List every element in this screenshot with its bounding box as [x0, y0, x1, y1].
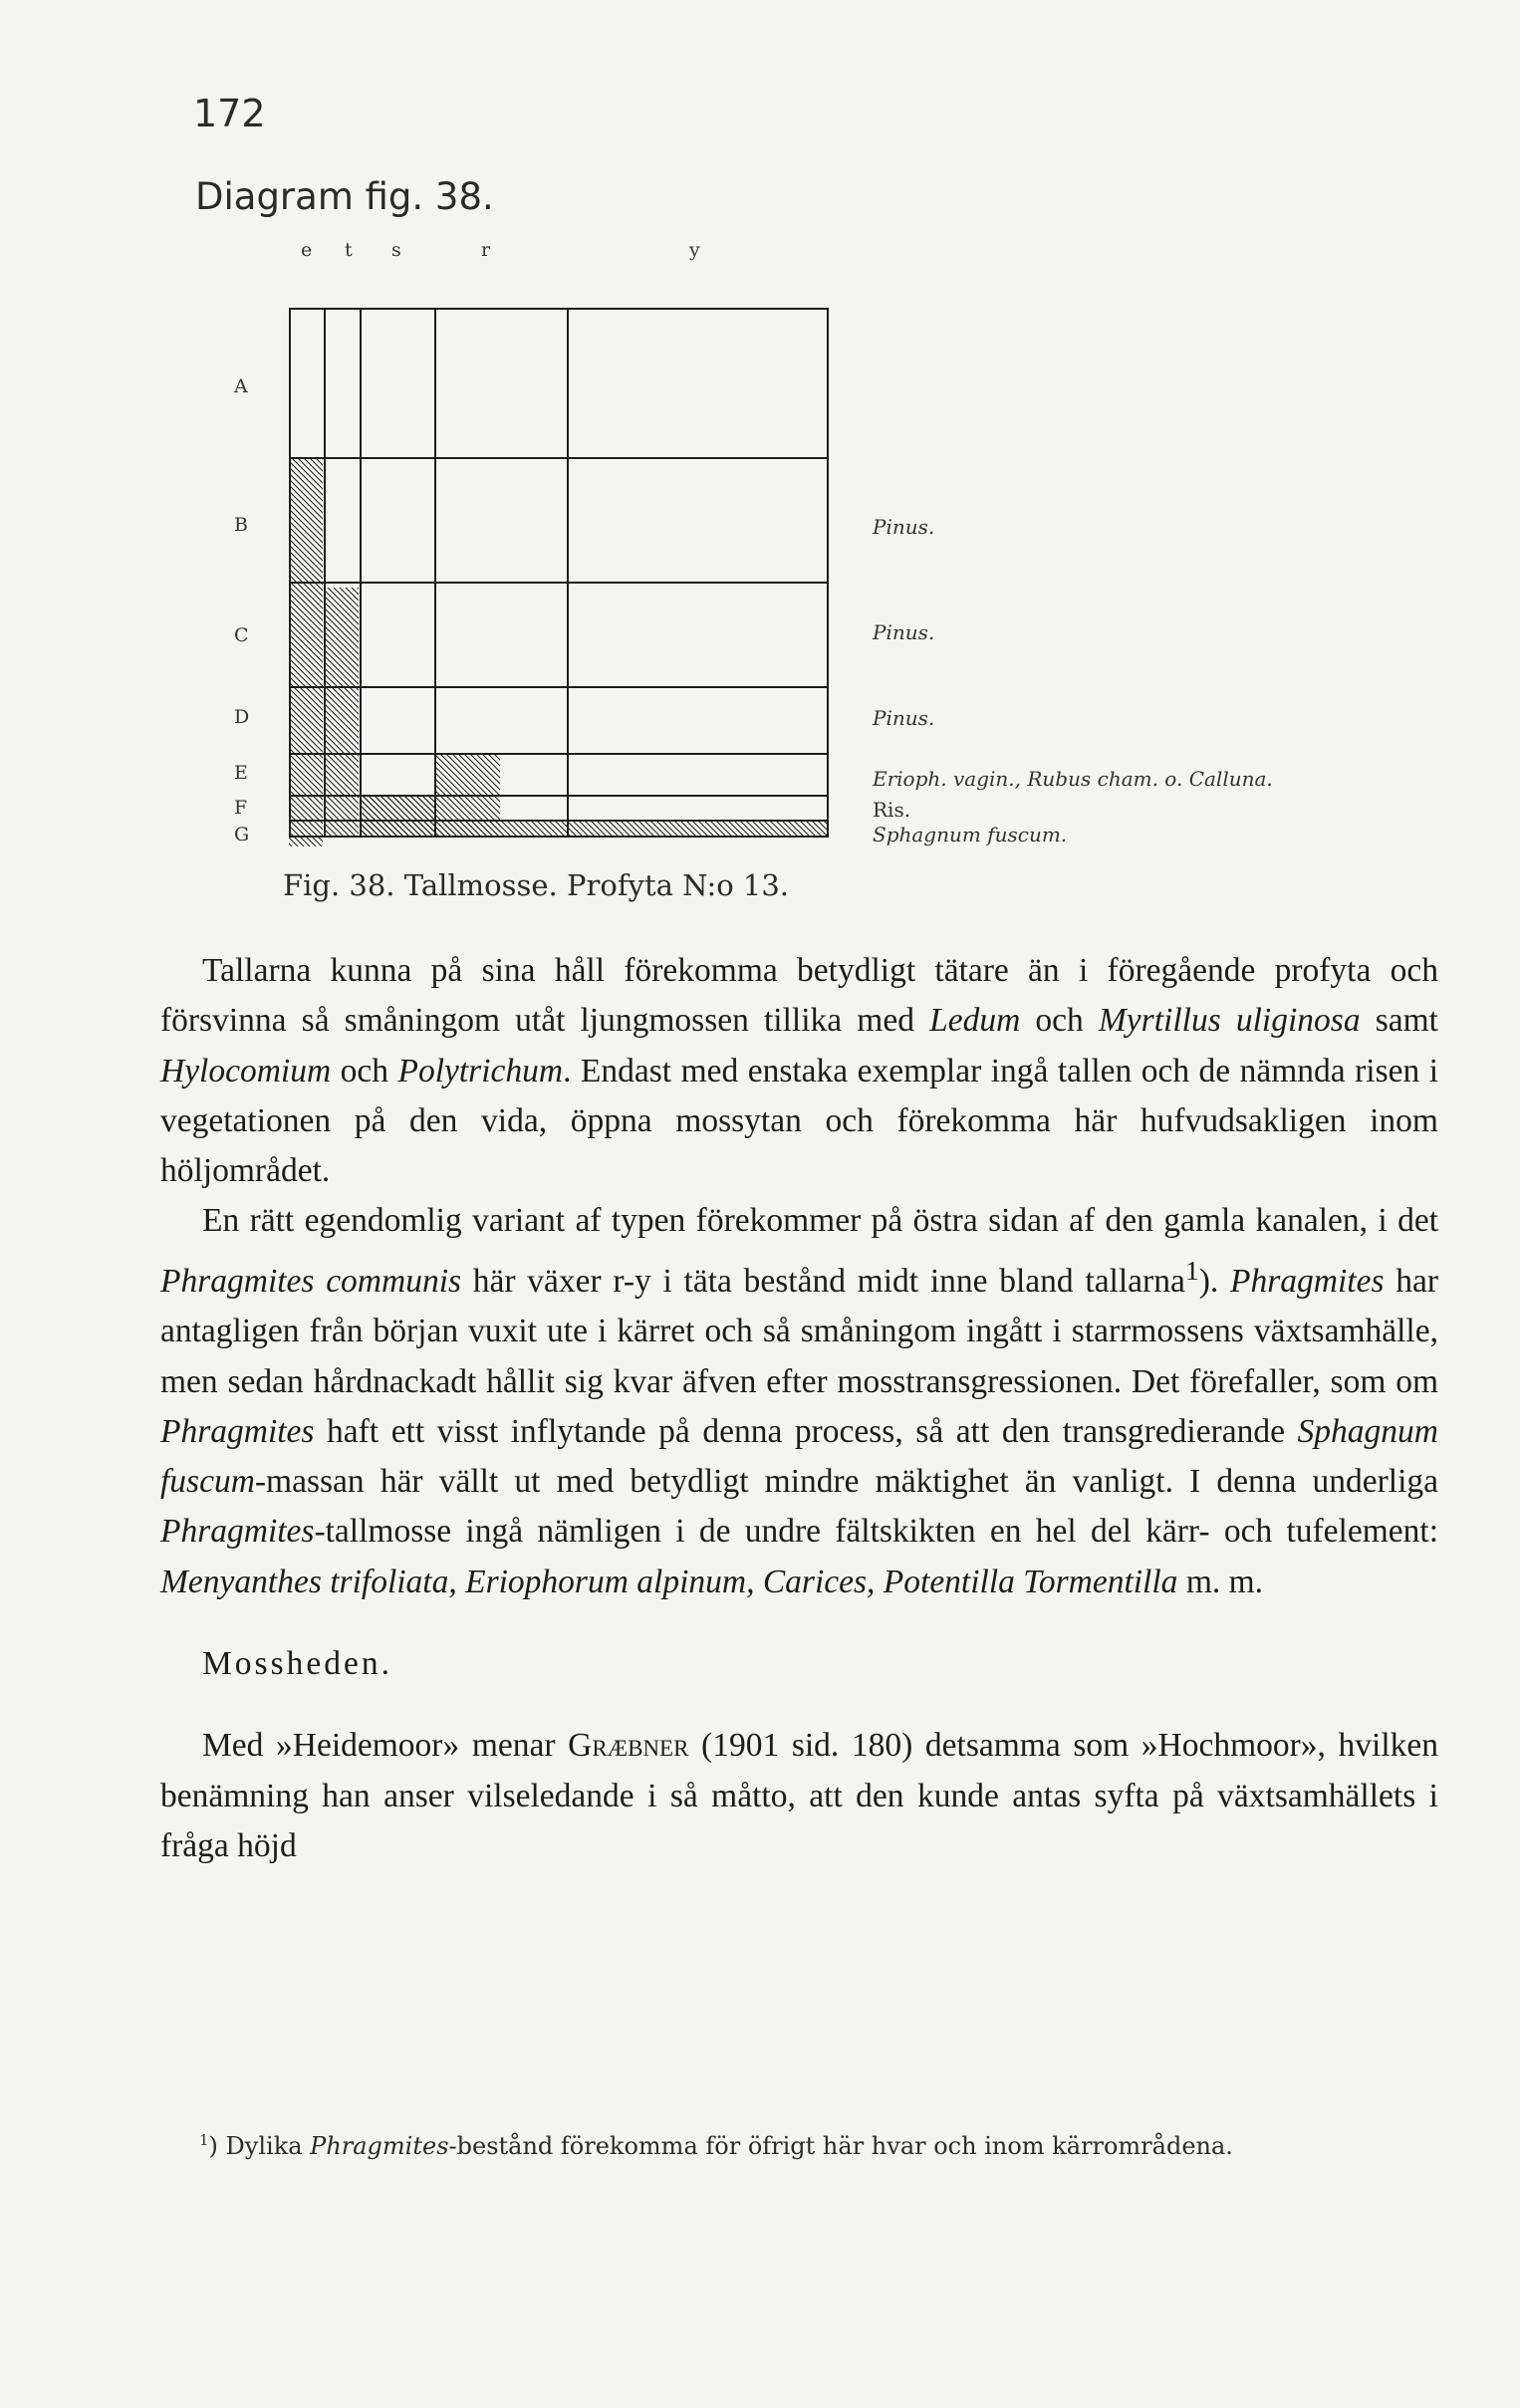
row-label-e: E [234, 762, 248, 784]
paragraph-3: Med »Heidemoor» menar Græbner (1901 sid. 180) detsamma som »Hochmoor», hvilken benämning han anser vilseledande i så måtto, att den kunde antas syfta på växtsamhällets i fråga höjd [160, 1727, 1438, 1864]
legend-g: Sphagnum fuscum. [873, 823, 1068, 846]
figure-caption: Fig. 38. Tallmosse. Profyta N:o 13. [283, 868, 790, 902]
hatch-t-c [325, 588, 359, 837]
row-label-g: G [234, 824, 250, 845]
legend-b: Pinus. [873, 515, 935, 539]
legend-c: Pinus. [873, 620, 935, 644]
legend-f [873, 798, 910, 822]
row-label-f: F [234, 797, 248, 819]
column-label-t: t [345, 239, 353, 261]
diagram-title: Diagram fig. 38. [195, 175, 494, 218]
row-label-a: A [234, 375, 248, 397]
legend-f-text: Ris. [873, 798, 911, 822]
section-heading: Mossheden. [202, 1645, 392, 1683]
row-label-b: B [234, 514, 248, 536]
body-text [160, 946, 1438, 1871]
legend-e: Erioph. vagin., Rubus cham. o. Calluna. [873, 767, 1273, 791]
column-label-y: y [689, 239, 700, 261]
row-label-d: D [234, 706, 250, 728]
footnote-ref: 1 [1184, 1255, 1199, 1287]
column-label-r: r [481, 239, 491, 261]
column-label-s: s [391, 239, 401, 261]
column-label-e: e [301, 239, 313, 261]
row-label-c: C [234, 624, 249, 646]
hatch-e-b [289, 448, 323, 846]
page-number: 172 [193, 92, 266, 135]
author-name: Græbner [568, 1727, 689, 1765]
footnote: $^1$) Dylika Phragmites-bestånd förekomma för öfrigt här hvar och inom kärrområdena. [199, 2131, 1233, 2160]
paragraph-2: En rätt egendomlig variant af typen förekommer på östra sidan af den gamla kanalen, i det Phragmites communis här växer r-y i täta bestånd midt inne bland tallarna$^1$). Phragmites har antagligen från början vuxit ute i kärret och så småningom ingått i starrmossens växtsamhälle, men sedan hårdnackadt hållit sig kvar äfven efter mosstransgressionen. Det förefaller, som om Phragmites haft ett visst inflytande på denna process, så att den transgredierande Sphagnum fuscum-massan här vällt ut med betydligt mindre mäktighet än vanligt. I denna underliga Phragmites-tallmosse ingå nämligen i de undre fältskikten en hel del kärr- och tufelement: Menyanthes trifoliata, Eriophorum alpinum, Carices, Potentilla Tormentilla m. m. [160, 1202, 1439, 1600]
paragraph-1: Tallarna kunna på sina håll förekomma betydligt tätare än i föregående profyta och försvinna så småningom utåt ljungmossen tillika med Ledum och Myrtillus uliginosa samt Hylocomium och Polytrichum. Endast med enstaka exemplar ingå tallen och de nämnda risen i vegetationen på den vida, öppna mossytan och förekomma här hufvudsakligen inom höljområdet. [160, 952, 1438, 1190]
legend-d: Pinus. [873, 706, 935, 730]
vegetation-diagram [289, 304, 832, 846]
hatch-sry-g [361, 821, 829, 837]
